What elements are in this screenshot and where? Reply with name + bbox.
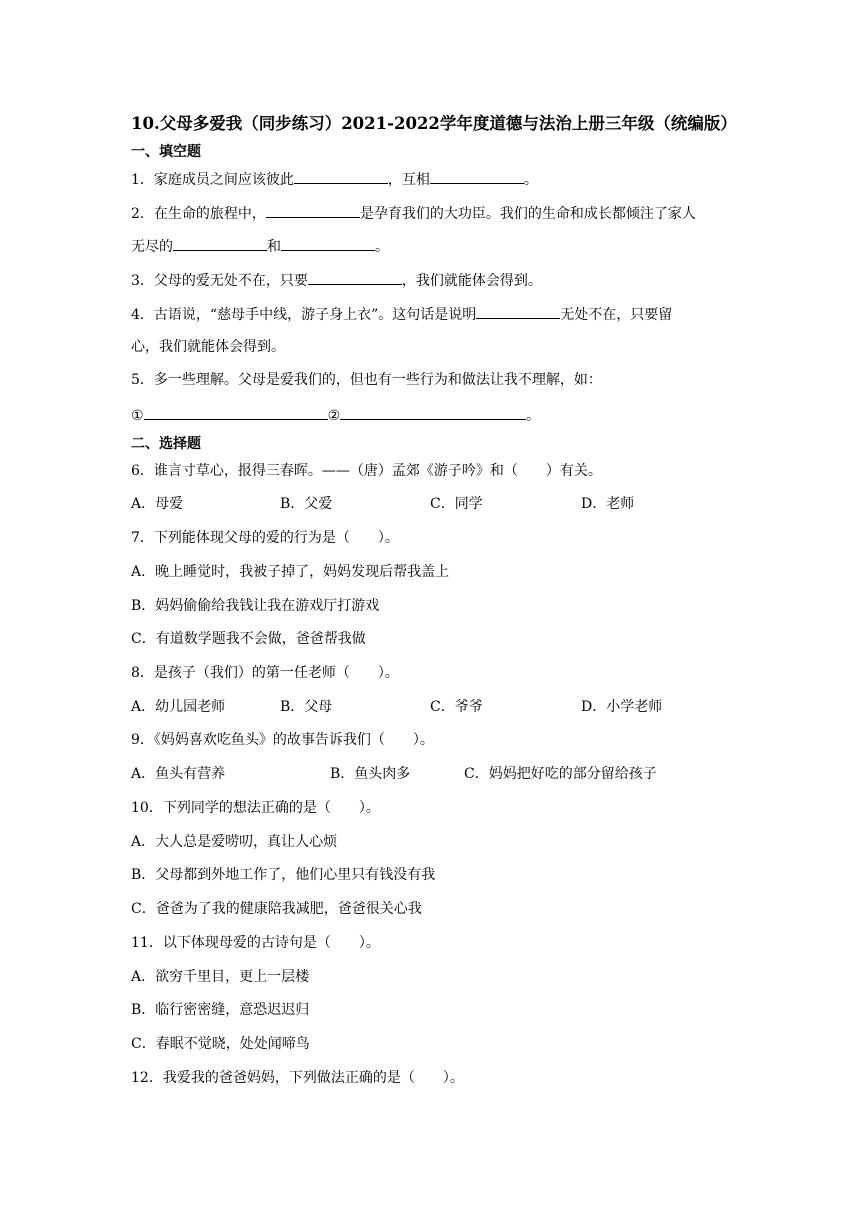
q3-text-b: ，我们就能体会得到。	[401, 273, 542, 289]
q10-option-a[interactable]: A．大人总是爱唠叨，真让人心烦	[131, 834, 338, 850]
fill-question-1	[131, 168, 538, 190]
q3-text-a: 3．父母的爱无处不在，只要	[131, 273, 308, 289]
answer-blank[interactable]	[308, 269, 402, 285]
q6-option-a[interactable]: A．母爱	[131, 496, 184, 512]
q4-text-b: 无处不在，只要留	[560, 307, 673, 323]
section-fill-in: 一、填空题	[131, 144, 201, 160]
q1-text-b: ，互相	[387, 172, 430, 188]
answer-blank[interactable]	[340, 404, 526, 420]
choice-question-11: 11．以下体现母爱的古诗句是（ ）。	[131, 935, 380, 951]
fill-question-5: 5．多一些理解。父母是爱我们的，但也有一些行为和做法让我不理解，如：	[131, 372, 602, 388]
fill-question-4-cont: 心，我们就能体会得到。	[131, 339, 285, 355]
q11-option-c[interactable]: C．春眠不觉晓，处处闻啼鸟	[131, 1036, 310, 1052]
q11-option-b[interactable]: B．临行密密缝，意恐迟迟归	[131, 1002, 310, 1018]
fill-question-2	[131, 202, 696, 224]
q8-option-b[interactable]: B．父母	[280, 699, 333, 715]
q8-option-c[interactable]: C．爷爷	[430, 699, 483, 715]
q5-text-end: 。	[526, 408, 541, 424]
answer-blank[interactable]	[476, 303, 560, 319]
q2-text-a: 2．在生命的旅程中，	[131, 206, 266, 222]
q9-option-b[interactable]: B．鱼头肉多	[330, 766, 411, 782]
fill-question-3	[131, 269, 542, 291]
choice-question-8: 8．是孩子（我们）的第一任老师（ ）。	[131, 665, 399, 681]
choice-question-6: 6．谁言寸草心，报得三春晖。——（唐）孟郊《游子吟》和（ ）有关。	[131, 463, 602, 479]
section-multiple-choice: 二、选择题	[131, 436, 201, 452]
fill-question-2-cont	[131, 235, 389, 257]
q10-option-c[interactable]: C．爸爸为了我的健康陪我减肥，爸爸很关心我	[131, 901, 422, 917]
answer-blank[interactable]	[294, 168, 388, 184]
choice-question-12: 12．我爱我的爸爸妈妈，下列做法正确的是（ ）。	[131, 1070, 464, 1086]
q2-text-b: 是孕育我们的大功臣。我们的生命和成长都倾注了家人	[359, 206, 696, 222]
q8-option-a[interactable]: A．幼儿园老师	[131, 699, 226, 715]
choice-question-9: 9．《妈妈喜欢吃鱼头》的故事告诉我们（ ）。	[131, 732, 434, 748]
q6-option-d[interactable]: D．老师	[581, 496, 635, 512]
q2-text-c: 无尽的	[131, 239, 173, 255]
answer-blank[interactable]	[173, 235, 267, 251]
q9-option-a[interactable]: A．鱼头有营养	[131, 766, 226, 782]
q10-option-b[interactable]: B．父母都到外地工作了，他们心里只有钱没有我	[131, 867, 436, 883]
answer-blank[interactable]	[266, 202, 360, 218]
q1-text-a: 1．家庭成员之间应该彼此	[131, 172, 294, 188]
q4-text-a: 4．古语说，“慈母手中线，游子身上衣”。这句话是说明	[131, 307, 477, 323]
q6-option-c[interactable]: C．同学	[430, 496, 483, 512]
q9-option-c[interactable]: C．妈妈把好吃的部分留给孩子	[464, 766, 657, 782]
fill-question-5-blanks	[131, 404, 540, 426]
answer-blank[interactable]	[430, 168, 524, 184]
choice-question-10: 10．下列同学的想法正确的是（ ）。	[131, 800, 380, 816]
q5-marker-1: ①	[131, 408, 144, 424]
answer-blank[interactable]	[144, 404, 328, 420]
q6-option-b[interactable]: B．父爱	[280, 496, 333, 512]
q7-option-c[interactable]: C．有道数学题我不会做，爸爸帮我做	[131, 631, 366, 647]
q5-marker-2: ②	[327, 408, 341, 424]
q11-option-a[interactable]: A．欲穷千里目，更上一层楼	[131, 969, 310, 985]
q1-text-c: 。	[523, 172, 538, 188]
q2-text-d: 和	[267, 239, 281, 255]
q7-option-b[interactable]: B．妈妈偷偷给我钱让我在游戏厅打游戏	[131, 598, 380, 614]
worksheet-title: 10.父母多爱我（同步练习）2021-2022学年度道德与法治上册三年级（统编版）	[131, 114, 737, 133]
q2-text-e: 。	[375, 239, 389, 255]
answer-blank[interactable]	[281, 235, 375, 251]
q7-option-a[interactable]: A．晚上睡觉时，我被子掉了，妈妈发现后帮我盖上	[131, 564, 450, 580]
choice-question-7: 7．下列能体现父母的爱的行为是（ ）。	[131, 530, 399, 546]
q8-option-d[interactable]: D．小学老师	[581, 699, 663, 715]
fill-question-4	[131, 303, 672, 325]
